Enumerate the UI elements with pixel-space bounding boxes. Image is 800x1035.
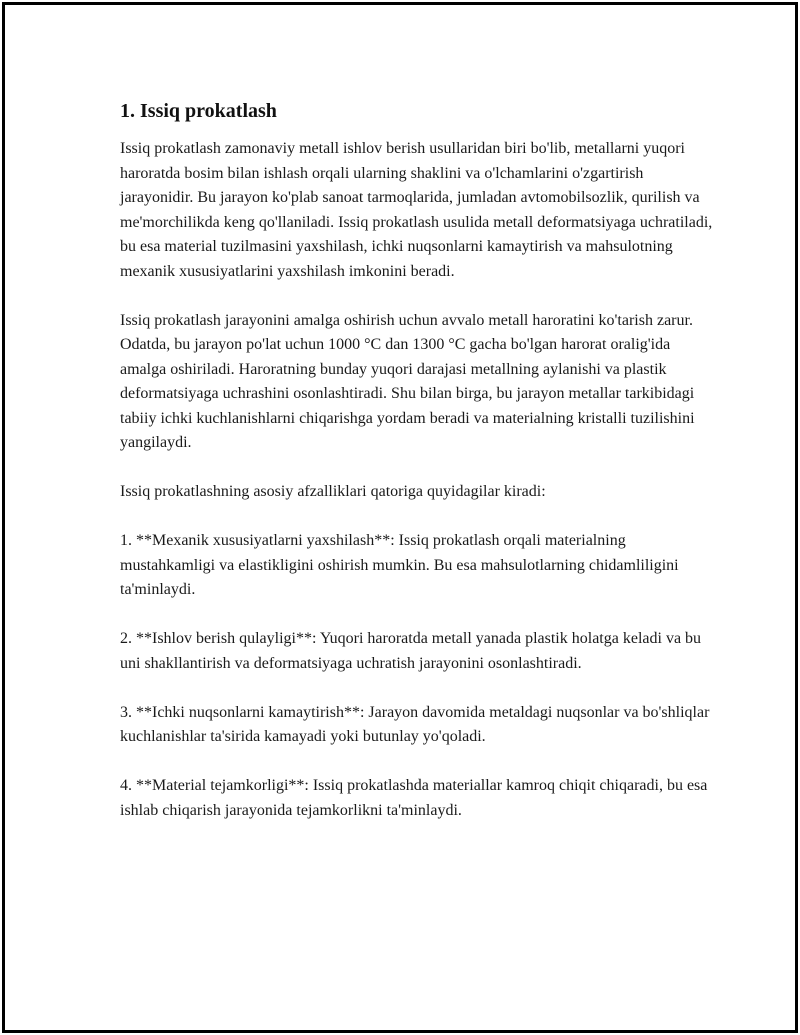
paragraph-intro: Issiq prokatlash zamonaviy metall ishlov berish usullaridan biri bo'lib, metallarni yuqori haroratda bosim bilan ishlash orqali ularning shaklini va o'lchamlarini o'zgartirish jarayonidir. Bu jarayon ko'plab sanoat tarmoqlarida, jumladan avtomobilsozlik, qurilish va me'morchilikda keng qo'llaniladi. Issiq prokatlash usulida metall deformatsiyaga uchratiladi, bu esa material tuzilmasini yaxshilash, ichki nuqsonlarni kamaytirish va mahsulotning mexanik xususiyatlarini yaxshilash imkonini beradi. xyxy=(120,140,713,280)
paragraph-advantages-intro: Issiq prokatlashning asosiy afzalliklari qatoriga quyidagilar kiradi: xyxy=(120,483,546,500)
paragraph-process: Issiq prokatlash jarayonini amalga oshirish uchun avvalo metall haroratini ko'tarish zarur. Odatda, bu jarayon po'lat uchun 1000 °C dan 1300 °C gacha bo'lgan harorat oralig'ida amalga oshiriladi. Haroratning bunday yuqori darajasi metallning aylanishi va plastik deformatsiyaga uchrashini osonlashtiradi. Shu bilan birga, bu jarayon metallar tarkibidagi tabiiy ichki kuchlanishlarni chiqarishga yordam beradi va materialning kristalli tuzilishini yangilaydi. xyxy=(120,311,695,451)
list-item-processing-ease: 2. **Ishlov berish qulayligi**: Yuqori haroratda metall yanada plastik holatga keladi va bu uni shakllantirish va deformatsiyaga uchratish jarayonini osonlashtiradi. xyxy=(120,630,702,672)
page-frame xyxy=(2,2,798,1033)
list-item-defect-reduction: 3. **Ichki nuqsonlarni kamaytirish**: Jarayon davomida metaldagi nuqsonlar va bo'shliqlar kuchlanishlar ta'sirida kamayadi yoki butunlay yo'qoladi. xyxy=(120,703,710,745)
section-heading: 1. Issiq prokatlash xyxy=(120,100,277,122)
list-item-material-efficiency: 4. **Material tejamkorligi**: Issiq prokatlashda materiallar kamroq chiqit chiqaradi, bu esa ishlab chiqarish jarayonida tejamkorlikni ta'minlaydi. xyxy=(120,777,708,819)
document-body xyxy=(120,97,720,848)
list-item-mechanical-properties: 1. **Mexanik xususiyatlarni yaxshilash**: Issiq prokatlash orqali materialning mustahkamligi va elastikligini oshirish mumkin. Bu esa mahsulotlarning chidamliligini ta'minlaydi. xyxy=(120,532,679,598)
